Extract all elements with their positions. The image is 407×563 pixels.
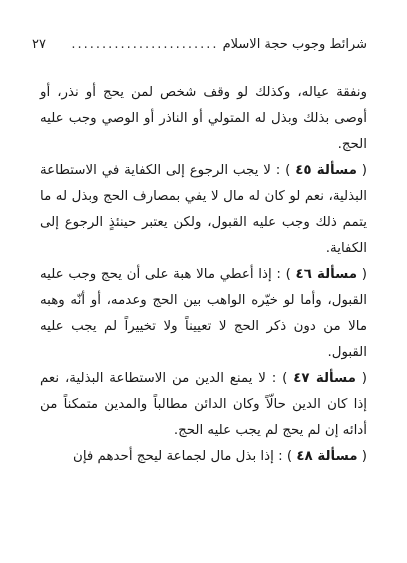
paragraph-text: إذا أعطي مالا هبة على أن يحج وجب عليه القبول، وأما لو خيّره الواهب بين الحج وعدمه، أو أنّه وهبه مالا من دون ذكر الحج لا تعييناً ولا تخييراً لم يجب عليه القبول. bbox=[40, 267, 367, 360]
issue-heading: مسألة ٤٧ bbox=[293, 371, 356, 386]
issue-heading: مسألة ٤٦ bbox=[295, 267, 358, 282]
close-paren: ) : bbox=[275, 163, 291, 178]
paragraph-masala-47 bbox=[40, 366, 367, 444]
issue-heading: مسألة ٤٥ bbox=[295, 163, 357, 178]
running-header bbox=[32, 34, 367, 54]
paragraph-text: لا يجب الرجوع إلى الكفاية في الاستطاعة البذلية، نعم لو كان له مال لا يفي بمصارف الحج وبذل له ما يتمم ذلك وجب عليه القبول، ولكن يعتبر حينئذٍ الرجوع إلى الكفاية. bbox=[40, 163, 367, 256]
open-paren: ( bbox=[361, 163, 367, 178]
close-paren: ) : bbox=[278, 449, 293, 464]
close-paren: ) : bbox=[271, 371, 288, 386]
open-paren: ( bbox=[361, 371, 368, 386]
open-paren: ( bbox=[361, 267, 368, 282]
paragraph-text: ونفقة عياله، وكذلك لو وقف شخص لمن يحج أو نذر، أو أوصى بذلك وبذل له المتولي أو الناذر أو الوصي وجب عليه الحج. bbox=[40, 85, 367, 152]
paragraph-masala-48 bbox=[40, 444, 367, 470]
paragraph-text: إذا بذل مال لجماعة ليحج أحدهم فإن bbox=[72, 449, 274, 464]
close-paren: ) : bbox=[276, 267, 291, 282]
page-number: ٢٧ bbox=[32, 36, 46, 52]
paragraph-masala-46 bbox=[40, 262, 367, 366]
header-title: شرائط وجوب حجة الاسلام bbox=[222, 36, 367, 52]
paragraph-text: لا يمنع الدين من الاستطاعة البذلية، نعم إذا كان الدين حالّاً وكان الدائن مطالباً والمدين متمكناً من أدائه إن لم يحج لم يجب عليه الحج. bbox=[40, 371, 367, 438]
open-paren: ( bbox=[361, 449, 367, 464]
paragraph-intro bbox=[40, 80, 367, 158]
paragraph-masala-45 bbox=[40, 158, 367, 262]
issue-heading: مسألة ٤٨ bbox=[296, 449, 358, 464]
body-text bbox=[40, 80, 367, 470]
header-leader-dots: ........................ bbox=[71, 36, 219, 52]
